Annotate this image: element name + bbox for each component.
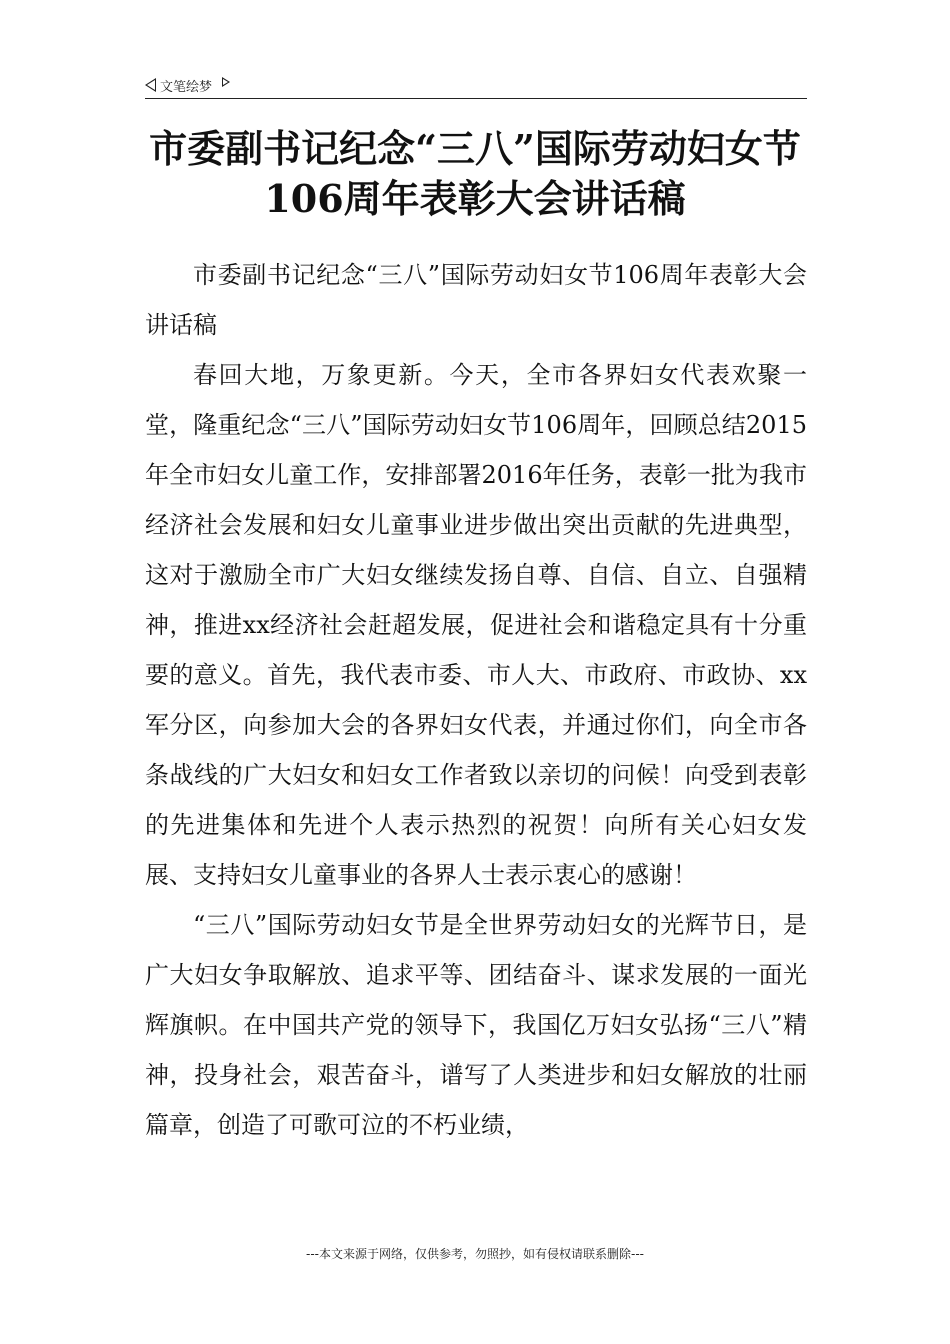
header-brand: 文笔绘梦 xyxy=(160,79,213,95)
paragraph: 市委副书记纪念“三八”国际劳动妇女节106周年表彰大会讲话稿 xyxy=(145,261,807,339)
triangle-right-icon xyxy=(222,77,230,87)
triangle-left-icon xyxy=(145,78,156,92)
paragraph: “三八”国际劳动妇女节是全世界劳动妇女的光辉节日，是广大妇女争取解放、追求平等、团结奋斗、谋求发展的一面光辉旗帜。在中国共产党的领导下，我国亿万妇女弘扬“三八”精神，投身社会，艰苦奋斗，谱写了人类进步和妇女解放的壮丽篇章，创造了可歌可泣的不朽业绩， xyxy=(145,911,807,1139)
document-title: 市委副书记纪念“三八”国际劳动妇女节106周年表彰大会讲话稿 xyxy=(149,126,801,221)
document-body xyxy=(145,250,807,1150)
page-header xyxy=(145,74,230,96)
paragraph: 春回大地，万象更新。今天，全市各界妇女代表欢聚一堂，隆重纪念“三八”国际劳动妇女节106周年，回顾总结2015年全市妇女儿童工作，安排部署2016年任务，表彰一批为我市经济社会发展和妇女儿童事业进步做出突出贡献的先进典型，这对于激励全市广大妇女继续发扬自尊、自信、自立、自强精神，推进xx经济社会赶超发展，促进社会和谐稳定具有十分重要的意义。首先，我代表市委、市人大、市政府、市政协、xx军分区，向参加大会的各界妇女代表，并通过你们，向全市各条战线的广大妇女和妇女工作者致以亲切的问候！向受到表彰的先进集体和先进个人表示热烈的祝贺！向所有关心妇女发展、支持妇女儿童事业的各界人士表示衷心的感谢！ xyxy=(145,361,807,889)
footer-disclaimer: ---本文来源于网络，仅供参考，勿照抄，如有侵权请联系删除--- xyxy=(306,1247,644,1261)
header-divider xyxy=(145,98,807,99)
